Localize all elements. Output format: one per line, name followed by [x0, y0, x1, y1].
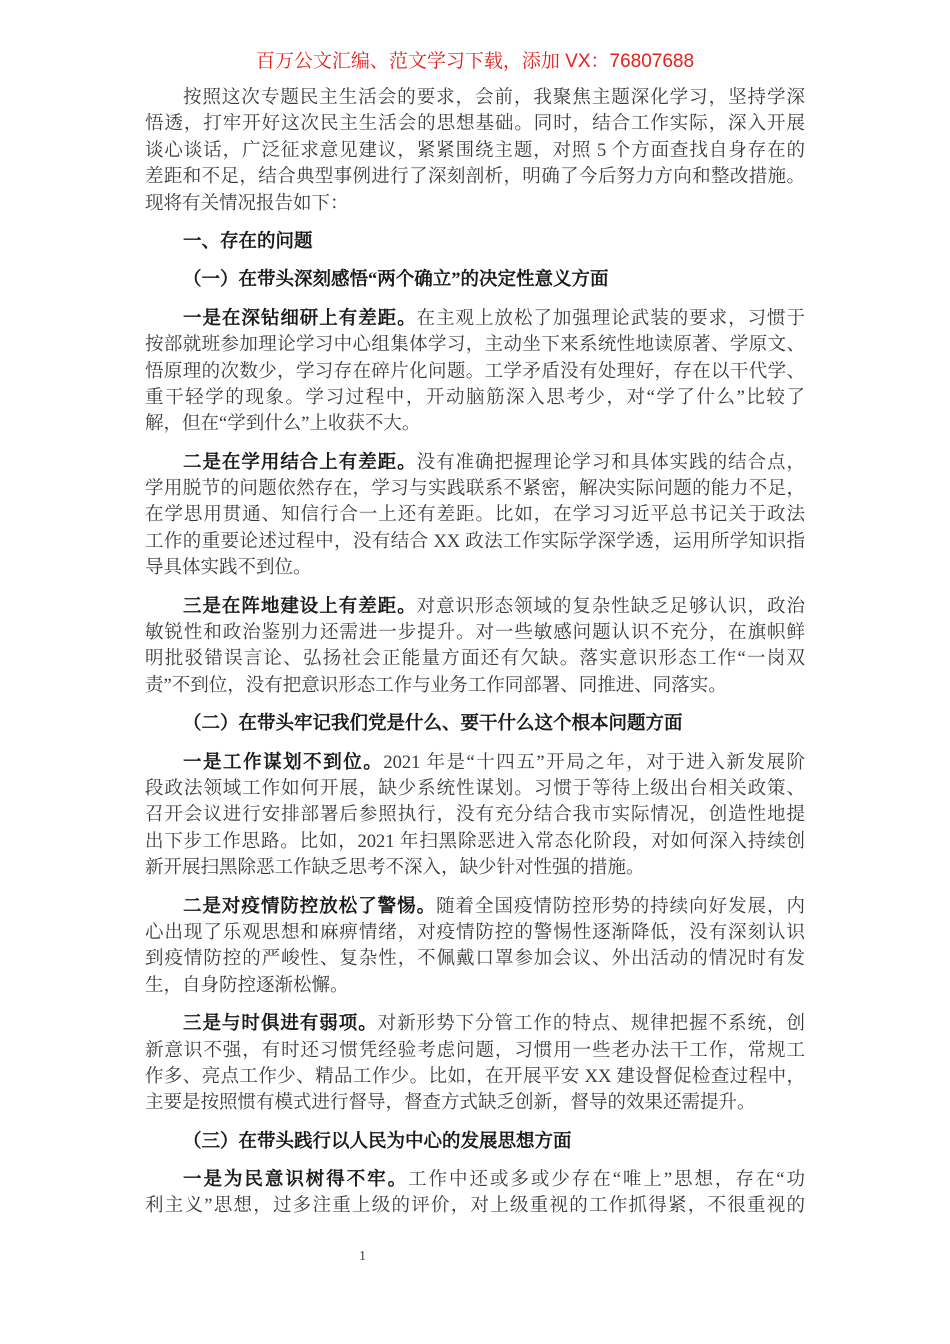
line-text: 按照这次专题民主生活会的要求，会前，我聚焦主题深化学习，坚持学深 [183, 88, 805, 108]
paragraph-line [145, 1167, 805, 1193]
paragraph-line [145, 450, 805, 476]
line-text: 没有准确把握理论学习和具体实践的结合点， [416, 452, 805, 473]
paragraph-line [145, 359, 805, 385]
line-text: 主要是按照惯有模式进行督导，督查方式缺乏创新，督导的效果还需提升。 [145, 1093, 756, 1114]
line-text: 出下步工作思路。比如，2021 年扫黑除恶进入常态化阶段，对如何深入持续创 [145, 831, 805, 852]
paragraph [145, 306, 805, 438]
paragraph-line [145, 829, 805, 855]
line-text: 在主观上放松了加强理论武装的要求，习惯于 [416, 308, 805, 329]
paragraph-line [145, 973, 805, 999]
line-text: 敏锐性和政治鉴别力还需进一步提升。对一些敏感问题认识不充分，在旗帜鲜 [145, 623, 805, 644]
line-text: 导具体实践不到位。 [145, 558, 312, 579]
paragraph-line [145, 1193, 805, 1219]
paragraph-lead: 一是在深钻细研上有差距。 [183, 308, 417, 329]
line-text: 随着全国疫情防控形势的持续向好发展，内 [436, 896, 805, 917]
paragraph-line [145, 1011, 805, 1037]
paragraph-lead: 三是在阵地建设上有差距。 [183, 596, 417, 617]
paragraph-line [145, 776, 805, 802]
paragraph-line [145, 646, 805, 672]
paragraph-line [145, 620, 805, 646]
line-text: 新开展扫黑除恶工作缺乏思考不深入，缺少针对性强的措施。 [145, 858, 645, 879]
paragraph-line [145, 750, 805, 776]
line-text: 重干轻学的现象。学习过程中，开动脑筋深入思考少，对“学了什么”比较了 [145, 387, 805, 408]
line-text: 在学思用贯通、知信行合一上还有差距。比如，在学习习近平总书记关于政法 [145, 505, 805, 526]
paragraph [145, 85, 805, 217]
line-text: 段政法领域工作如何开展，缺少系统性谋划。习惯于等待上级出台相关政策、 [145, 778, 805, 799]
paragraph-line [145, 411, 805, 437]
line-text: 心出现了乐观思想和麻痹情绪，对疫情防控的警惕性逐渐降低，没有深刻认识 [145, 922, 805, 943]
paragraph-line [145, 855, 805, 881]
paragraph-line [145, 802, 805, 828]
paragraph-line [145, 1090, 805, 1116]
line-text: 工作的重要论述过程中，没有结合 XX 政法工作实际学深学透，运用所学知识指 [145, 531, 805, 552]
section-heading [145, 229, 805, 255]
paragraph [145, 894, 805, 1000]
line-text: 明批驳错误言论、弘扬社会正能量方面还有欠缺。落实意识形态工作“一岗双 [145, 649, 805, 670]
paragraph [145, 450, 805, 582]
line-text: 悟透，打牢开好这次民主生活会的思想基础。同时，结合工作实际，深入开展 [145, 114, 805, 135]
section-heading [145, 267, 805, 293]
line-text: 悟原理的次数少，学习存在碎片化问题。工学矛盾没有处理好，存在以干代学、 [145, 361, 805, 382]
line-text: 按部就班参加理论学习中心组集体学习，主动坐下来系统性地读原著、学原文、 [145, 335, 805, 356]
section-heading [145, 711, 805, 737]
line-text: 新意识不强，有时还习惯凭经验考虑问题，习惯用一些老办法干工作，常规工 [145, 1040, 805, 1061]
line-text: 责”不到位，没有把意识形态工作与业务工作同部署、同推进、同落实。 [145, 675, 727, 696]
paragraph-line [145, 332, 805, 358]
paragraph-lead: 一是为民意识树得不牢。 [183, 1170, 409, 1191]
page-number: 1 [359, 1249, 366, 1264]
paragraph [145, 1167, 805, 1220]
watermark-banner: 百万公文汇编、范文学习下载，添加 VX：76807688 [255, 51, 695, 72]
line-text: 工作中还或多或少存在“唯上”思想，存在“功 [408, 1170, 805, 1191]
paragraph [145, 1011, 805, 1117]
paragraph-line [145, 673, 805, 699]
line-text: 作多、亮点工作少、精品工作少。比如，在开展平安 XX 建设督促检查过程中， [145, 1066, 805, 1087]
paragraph-line [145, 476, 805, 502]
paragraph-line [145, 1064, 805, 1090]
line-text: 谈心谈话，广泛征求意见建议，紧紧围绕主题，对照 5 个方面查找自身存在的 [145, 140, 805, 161]
paragraph-line [145, 502, 805, 528]
paragraph-lead: 一是工作谋划不到位。 [183, 752, 384, 773]
paragraph-line [145, 138, 805, 164]
paragraph-lead: 二是对疫情防控放松了警惕。 [183, 896, 437, 917]
line-text: 解，但在“学到什么”上收获不大。 [145, 414, 421, 435]
paragraph-lead: 三是与时俱进有弱项。 [183, 1014, 378, 1035]
document-body [145, 85, 805, 1220]
line-text: 生，自身防控逐渐松懈。 [145, 975, 349, 996]
line-text: 对新形势下分管工作的特点、规律把握不系统，创 [377, 1014, 805, 1035]
paragraph [145, 750, 805, 882]
line-text: 到疫情防控的严峻性、复杂性，不佩戴口罩参加会议、外出活动的情况时有发 [145, 949, 805, 970]
line-text: 对意识形态领域的复杂性缺乏足够认识，政治 [416, 596, 805, 617]
paragraph-line [145, 894, 805, 920]
paragraph-line [145, 164, 805, 190]
paragraph [145, 594, 805, 700]
heading-text: （二）在带头牢记我们党是什么、要干什么这个根本问题方面 [183, 714, 683, 735]
line-text: 现将有关情况报告如下： [145, 193, 349, 214]
paragraph-line [145, 85, 805, 111]
line-text: 利主义”思想，过多注重上级的评价，对上级重视的工作抓得紧，不很重视的 [145, 1196, 805, 1217]
paragraph-line [145, 594, 805, 620]
section-heading [145, 1129, 805, 1155]
line-text: 差距和不足，结合典型事例进行了深刻剖析，明确了今后努力方向和整改措施。 [145, 167, 805, 188]
line-text: 2021 年是“十四五”开局之年，对于进入新发展阶 [383, 752, 805, 773]
heading-text: 一、存在的问题 [183, 231, 313, 252]
paragraph-line [145, 191, 805, 217]
paragraph-line [145, 946, 805, 972]
paragraph-line [145, 1038, 805, 1064]
line-text: 学用脱节的问题依然存在，学习与实践联系不紧密，解决实际问题的能力不足， [145, 479, 805, 500]
heading-text: （一）在带头深刻感悟“两个确立”的决定性意义方面 [183, 270, 609, 291]
paragraph-lead: 二是在学用结合上有差距。 [183, 452, 417, 473]
paragraph-line [145, 529, 805, 555]
heading-text: （三）在带头践行以人民为中心的发展思想方面 [183, 1131, 572, 1152]
line-text: 召开会议进行安排部署后参照执行，没有充分结合我市实际情况，创造性地提 [145, 805, 805, 826]
paragraph-line [145, 306, 805, 332]
paragraph-line [145, 111, 805, 137]
paragraph-line [145, 555, 805, 581]
paragraph-line [145, 920, 805, 946]
paragraph-line [145, 385, 805, 411]
